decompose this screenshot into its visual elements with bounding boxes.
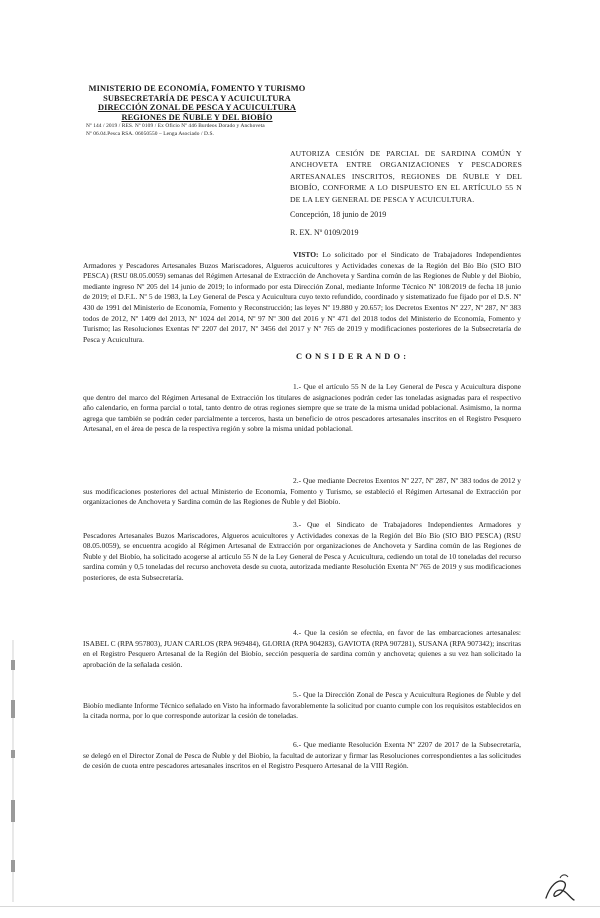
subsecretary-line: SUBSECRETARÍA DE PESCA Y ACUICULTURA — [103, 93, 291, 103]
regions-line: REGIONES DE ÑUBLE Y DEL BIOBÍO — [121, 112, 273, 122]
considerando-6: 6.- Que mediante Resolución Exenta Nº 2207 de 2017 de la Subsecretaría, se delegó en el Director Zonal de Pesca de Ñuble y del Biobío, la facultad de autorizar y firmar las Resoluciones correspondientes a las solicitudes de cesión de cuota entre pescadores artesanales inscritos en el Registro Pesquero Artesanal de la VIII Región. — [83, 740, 521, 771]
visto-text: Lo solicitado por el Sindicato de Trabajadores Independientes Armadores y Pescadores Artesanales Buzos Mariscadores, Algueros acuicultores y Actividades conexas de la Región del Bío Bío (SIO BIO PESCA) (RSU 08.05.0059) semanas del Régimen Artesanal de Extracción de Anchoveta y Sardina común de las Regiones de Ñuble y del Biobío, mediante ingreso Nº 205 del 14 junio de 2019; lo informado por esta Dirección Zonal, mediante Informe Técnico Nº 108/2019 de fecha 18 junio de 2019; el D.F.L. Nº 5 de 1983, la Ley General de Pesca y Acuicultura cuyo texto refundido, coordinado y sistematizado fue fijado por el D.S. Nº 430 de 1991 del Ministerio de Economía, Fomento y Reconstrucción; las leyes Nº 19.880 y 20.657; los Decretos Exentos Nº 227, Nº 287, Nº 383 todos de 2012, Nº 1409 del 2013, Nº 1024 del 2014, Nº 97 Nº 300 del 2016 y Nº 471 del 2018 todos del Ministerio de Economía, Fomento y Turismo; las Resoluciones Exentas Nº 2207 del 2017, Nº 3456 del 2017 y Nº 765 de 2019 y modificaciones posteriores de la Subsecretaría de Pesca y Acuicultura. — [83, 250, 521, 344]
ministry-line: MINISTERIO DE ECONOMÍA, FOMENTO Y TURISMO — [88, 84, 306, 93]
considerando-1: 1.- Que el artículo 55 N de la Ley General de Pesca y Acuicultura dispone que dentro del marco del Régimen Artesanal de Extracción los titulares de asignaciones podrán ceder las toneladas asignadas para el respectivo año calendario, en forma parcial o total, tanto dentro de otras regiones siempre que se trate de la misma unidad poblacional. Asimismo, la norma agrega que también se podrán ceder parcialmente a terceros, hasta un beneficio de otros pescadores artesanales inscritos en el Registro Pesquero Artesanal, en el área de pesca de la respectiva región y sobre la misma unidad poblacional. — [83, 382, 521, 434]
resolution-title: AUTORIZA CESIÓN DE PARCIAL DE SARDINA COMÚN Y ANCHOVETA ENTRE ORGANIZACIONES Y PESCADORES ARTESANALES INSCRITOS, REGIONES DE ÑUBLE Y DEL BIOBÍO, CONFORME A LO DISPUESTO EN EL ARTÍCULO 55 N DE LA LEY GENERAL DE PESCA Y ACUICULTURA. — [290, 149, 522, 204]
letterhead — [86, 84, 308, 138]
place-date: Concepción, 18 junio de 2019 — [290, 210, 387, 219]
margin-stamp-icon — [8, 640, 18, 902]
considerando-3: 3.- Que el Sindicato de Trabajadores Independientes Armadores y Pescadores Artesanales Buzos Mariscadores, Algueros acuicultores y Actividades conexas de la Región del Bío Bío (SIO BIO PESCA) (RSU 08.05.0059), se encuentra acogido al Régimen Artesanal de Extracción por organizaciones de Anchoveta y Sardina común de las Regiones de Ñuble y del Biobío, ha solicitado acogerse al artículo 55 N de la Ley General de Pesca y Acuicultura, cediendo un total de 10 toneladas del recurso sardina común y 0,5 toneladas del recurso anchoveta desde su cuota, autorizada mediante Resolución Exenta Nº 765 de 2019 y sus modificaciones posteriores, de esta Subsecretaría. — [83, 520, 521, 582]
considerando-2: 2.- Que mediante Decretos Exentos Nº 227, Nº 287, Nº 383 todos de 2012 y sus modificaciones posteriores del actual Ministerio de Economía, Fomento y Turismo, se estableció el Régimen Artesanal de Extracción por organizaciones de Anchoveta y Sardina común de las Regiones de Ñuble y del Biobío. — [83, 476, 521, 507]
reference-line-1: Nº 144 / 2019 / RES. Nº 0109 / Ex Oficio Nº 446 Burdeos Dorado y Anchoveta — [86, 123, 265, 130]
page-bottom-rule — [0, 906, 600, 907]
considerando-heading: CONSIDERANDO: — [296, 352, 410, 361]
visto-lead: VISTO: — [293, 250, 319, 259]
directorate-line: DIRECCIÓN ZONAL DE PESCA Y ACUICULTURA — [97, 103, 297, 113]
considerando-4: 4.- Que la cesión se efectúa, en favor de las embarcaciones artesanales: ISABEL C (RPA 957803), JUAN CARLOS (RPA 969484), GLORIA (RPA 904283), GAVIOTA (RPA 907281), SUSANA (RPA 907342); inscritas en el Registro Pesquero Artesanal de la Región del Biobío, sección pesquería de sardina común y anchoveta; quienes a su vez han solicitado la aprobación de la señalada cesión. — [83, 628, 521, 669]
considerando-5: 5.- Que la Dirección Zonal de Pesca y Acuicultura Regiones de Ñuble y del Biobío mediante Informe Técnico señalado en Visto ha informado favorablemente la solicitud por cuanto cumple con los requisitos establecidos en la citada norma, por lo que corresponde autorizar la cesión de toneladas. — [83, 690, 521, 721]
signature-initials-icon — [540, 868, 580, 908]
resolution-number: R. EX. Nº 0109/2019 — [290, 228, 359, 237]
visto-paragraph — [83, 250, 521, 345]
reference-line-2: Nº 06.04.Pesca RSA. 06050550 – Lenga Asociado / D.S. — [86, 130, 215, 137]
